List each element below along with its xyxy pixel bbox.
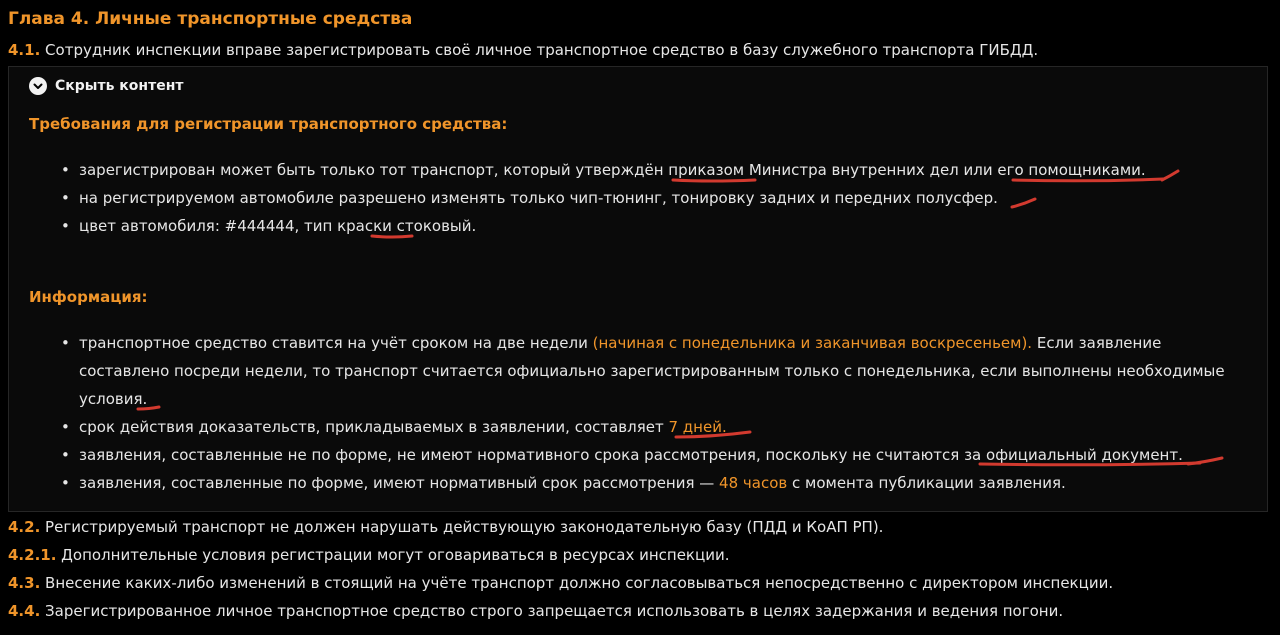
list-item bbox=[61, 329, 1251, 413]
list-item: • заявления, составленные не по форме, не имеют нормативного срока рассмотрения, поскольку не считаются за официальный документ. bbox=[61, 441, 1251, 469]
list-item: • зарегистрирован может быть только тот транспорт, который утверждён приказом Министра внутренних дел или его помощниками. bbox=[61, 156, 1251, 184]
paragraph-number: 4.3. bbox=[8, 574, 41, 592]
info-text: Если заявление составлено посреди недели, то транспорт считается официально зарегистрированным только с понедельника, если выполнены необходимые условия. bbox=[79, 334, 1225, 408]
paragraph-text: Внесение каких-либо изменений в стоящий на учёте транспорт должно согласовываться непосредственно с директором инспекции. bbox=[40, 574, 1114, 592]
hide-content-label: Скрыть контент bbox=[55, 78, 184, 94]
info-text: транспортное средство ставится на учёт сроком на две недели bbox=[79, 334, 593, 352]
hide-content-toggle[interactable] bbox=[29, 77, 184, 95]
paragraph-number: 4.2. bbox=[8, 518, 41, 536]
paragraph-4-3 bbox=[8, 573, 1113, 593]
paragraph-text: Регистрируемый транспорт не должен нарушать действующую законодательную базу (ПДД и КоАП РП). bbox=[40, 518, 884, 536]
paragraph-text: Дополнительные условия регистрации могут оговариваться в ресурсах инспекции. bbox=[56, 546, 730, 564]
list-item bbox=[61, 469, 1251, 497]
paragraph-4-1 bbox=[8, 40, 1038, 60]
spoiler-block bbox=[8, 66, 1268, 512]
chevron-down-circle-icon bbox=[29, 77, 47, 95]
info-title: Информация: bbox=[29, 288, 148, 306]
list-item: • на регистрируемом автомобиле разрешено изменять только чип-тюнинг, тонировку задних и передних полусфер. bbox=[61, 184, 1251, 212]
info-list bbox=[61, 329, 1251, 497]
paragraph-4-4 bbox=[8, 601, 1063, 621]
paragraph-number: 4.2.1. bbox=[8, 546, 57, 564]
info-highlight: 7 дней. bbox=[668, 418, 727, 436]
info-text: с момента публикации заявления. bbox=[787, 474, 1066, 492]
list-item: • цвет автомобиля: #444444, тип краски стоковый. bbox=[61, 212, 1251, 240]
paragraph-text: Зарегистрированное личное транспортное средство строго запрещается использовать в целях задержания и ведения погони. bbox=[40, 602, 1064, 620]
paragraph-text: Сотрудник инспекции вправе зарегистрировать своё личное транспортное средство в базу служебного транспорта ГИБДД. bbox=[40, 41, 1039, 59]
requirements-list bbox=[61, 156, 1251, 240]
list-item bbox=[61, 413, 1251, 441]
paragraph-4-2-1 bbox=[8, 545, 729, 565]
info-highlight: (начиная с понедельника и заканчивая воскресеньем). bbox=[592, 334, 1033, 352]
requirements-title: Требования для регистрации транспортного средства: bbox=[29, 115, 508, 133]
paragraph-4-2 bbox=[8, 517, 883, 537]
info-text: срок действия доказательств, прикладываемых в заявлении, составляет bbox=[79, 418, 669, 436]
paragraph-number: 4.1. bbox=[8, 41, 41, 59]
info-highlight: 48 часов bbox=[719, 474, 788, 492]
info-text: заявления, составленные по форме, имеют нормативный срок рассмотрения — bbox=[79, 474, 720, 492]
chapter-title: Глава 4. Личные транспортные средства bbox=[8, 9, 413, 29]
paragraph-number: 4.4. bbox=[8, 602, 41, 620]
